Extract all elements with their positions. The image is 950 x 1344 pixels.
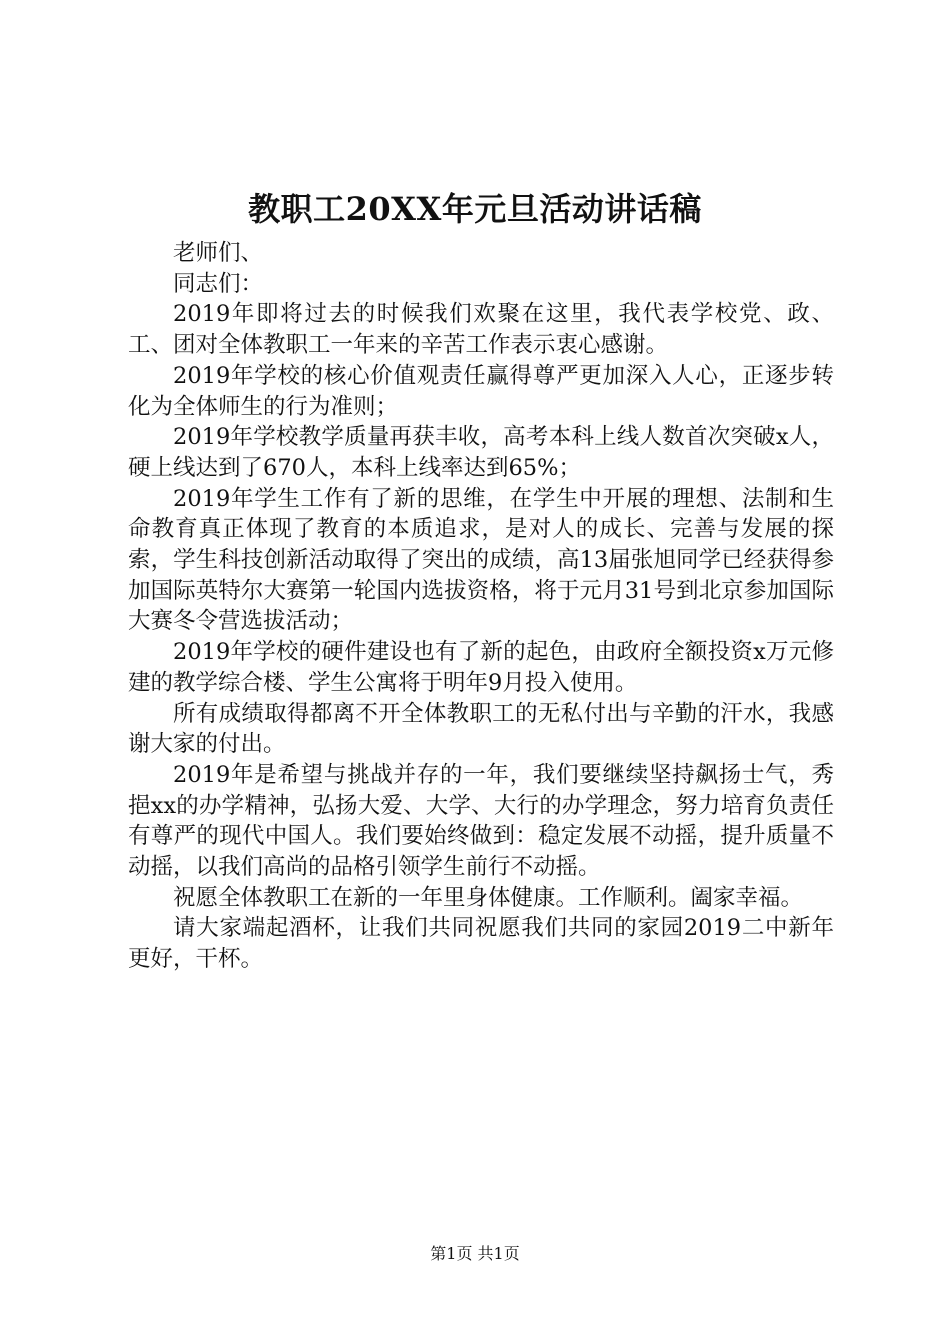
document-body: [128, 238, 834, 975]
paragraph: 祝愿全体教职工在新的一年里身体健康。工作顺利。阖家幸福。: [173, 884, 804, 911]
page-number-footer: 第1页 共1页: [430, 1244, 520, 1263]
paragraph: 2019年是希望与挑战并存的一年，我们要继续坚持飙扬士气，秀挹xx的办学精神，弘扬大爱、大学、大行的办学理念，努力培育负责任有尊严的现代中国人。我们要始终做到：稳定发展不动摇，提升质量不动摇，以我们高尚的品格引领学生前行不动摇。: [128, 761, 834, 881]
paragraph-closing: 请大家端起酒杯，让我们共同祝愿我们共同的家园2019二中新年更好，干杯。: [128, 915, 834, 973]
paragraph: 2019年学校教学质量再获丰收，高考本科上线人数首次突破x人，硬上线达到了670人，本科上线率达到65%；: [128, 424, 834, 481]
paragraph-salutation-comrades: 同志们：: [173, 270, 264, 297]
paragraph: 2019年学校的硬件建设也有了新的起色，由政府全额投资x万元修建的教学综合楼、学生公寓将于明年9月投入使用。: [128, 639, 834, 696]
document-title: 教职工20XX年元旦活动讲话稿: [248, 190, 702, 228]
paragraph: 2019年学校的核心价值观责任赢得尊严更加深入人心，正逐步转化为全体师生的行为准则；: [128, 362, 834, 420]
paragraph: 2019年即将过去的时候我们欢聚在这里，我代表学校党、政、工、团对全体教职工一年来的辛苦工作表示衷心感谢。: [128, 301, 834, 359]
paragraph: 所有成绩取得都离不开全体教职工的无私付出与辛勤的汗水，我感谢大家的付出。: [128, 700, 834, 758]
paragraph-salutation-teachers: 老师们、: [173, 240, 264, 266]
paragraph: 2019年学生工作有了新的思维，在学生中开展的理想、法制和生命教育真正体现了教育的本质追求，是对人的成长、完善与发展的探索，学生科技创新活动取得了突出的成绩，高13届张旭同学已经获得参加国际英特尔大赛第一轮国内选拔资格，将于元月31号到北京参加国际大赛冬令营选拔活动；: [128, 485, 834, 635]
